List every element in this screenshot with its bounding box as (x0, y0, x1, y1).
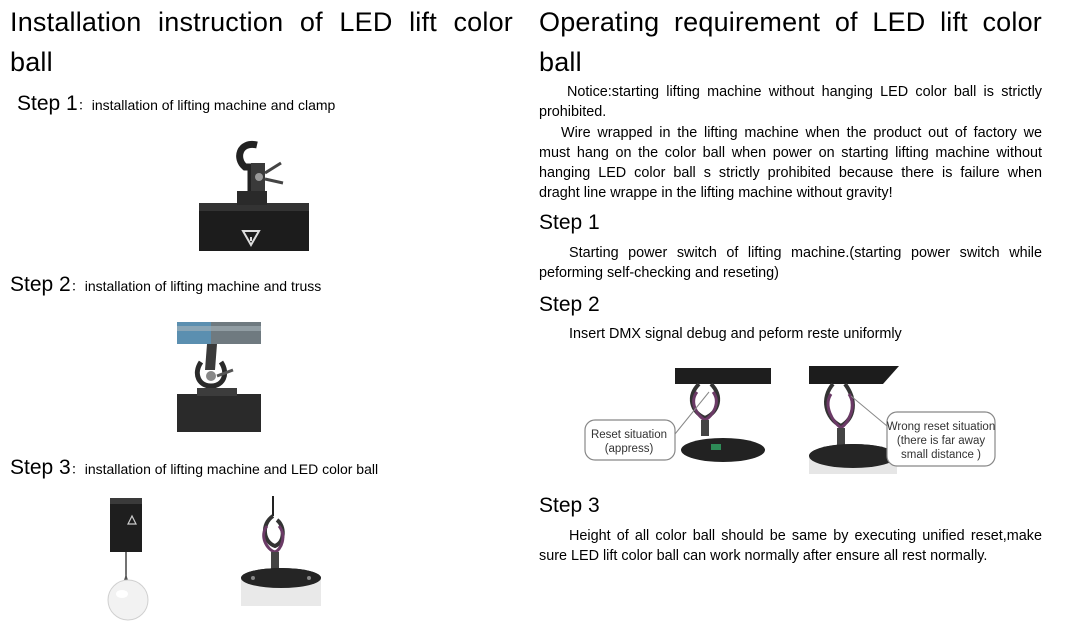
left-step-3 (10, 455, 378, 482)
left-title: Installation instruction of LED lift color ball (10, 7, 513, 77)
right-step-2-text: Insert DMX signal debug and peform reste uniformly (569, 326, 902, 342)
callout-reset-line1: Reset situation (590, 429, 668, 441)
callout-wrong-line3: small distance ) (901, 449, 981, 461)
notice-paragraph: Notice:starting lifting machine without hanging LED color ball is strictly prohibited. (539, 84, 1042, 120)
left-step-3-text: installation of lifting machine and LED color ball (84, 461, 379, 477)
right-step-1-text: Starting power switch of lifting machine.(starting power switch while peforming self-checking and reseting) (539, 245, 1042, 281)
left-step-3-sep: ： (70, 461, 85, 477)
left-step-2-text: installation of lifting machine and truss (84, 278, 322, 294)
reset-photo (583, 362, 1003, 476)
clamp-photo (199, 133, 309, 251)
callout-wrong-line2: (there is far away (896, 435, 986, 447)
truss-photo (177, 316, 261, 432)
left-step-2-label: Step 2 (10, 273, 71, 296)
left-step-1-text: installation of lifting machine and clamp (91, 97, 336, 113)
right-title: Operating requirement of LED lift color ball (539, 7, 1042, 77)
right-step-3-label: Step 3 (539, 494, 600, 517)
left-step-3-label: Step 3 (10, 456, 71, 479)
left-step-2 (10, 272, 321, 299)
left-step-2-sep: ： (70, 278, 85, 294)
callout-reset-line2: (appress) (604, 443, 654, 455)
hook-photo (239, 496, 325, 608)
left-step-1-label: Step 1 (17, 92, 78, 115)
left-step-1 (17, 91, 335, 118)
right-step-2-label: Step 2 (539, 293, 600, 316)
callout-wrong-line1: Wrong reset situation (886, 421, 996, 433)
wire-paragraph: Wire wrapped in the lifting machine when the product out of factory we must hang on the color ball when power on starting lifting machine without hanging LED color ball s strictly prohibited because there is failure when draght line wrappe in the lifting machine without gravity! (539, 125, 1042, 201)
left-step-1-sep: ： (77, 97, 92, 113)
ball-photo (104, 494, 154, 622)
right-step-1-label: Step 1 (539, 211, 600, 234)
right-step-3-text: Height of all color ball should be same by executing unified reset,make sure LED lift color ball can work normally after ensure all rest normally. (539, 528, 1042, 564)
